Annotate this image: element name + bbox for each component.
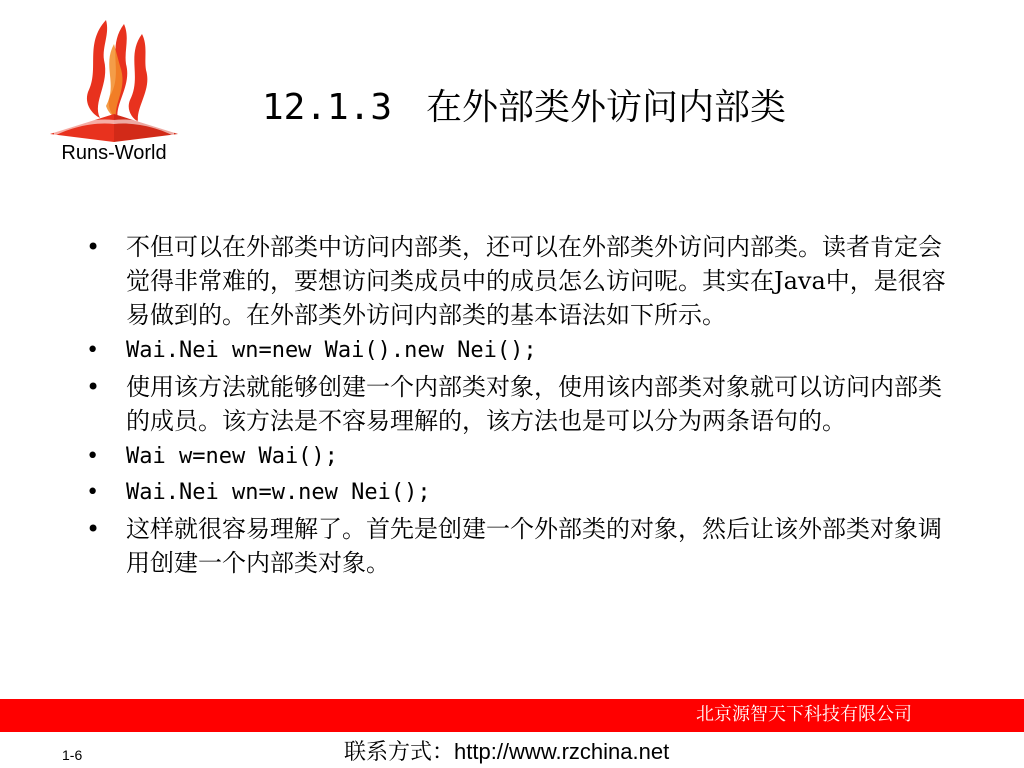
bullet-code-text: Wai w=new Wai(); xyxy=(126,444,338,469)
contact-url-link[interactable]: http://www.rzchina.net xyxy=(454,739,670,764)
bullet-item-code xyxy=(86,440,946,474)
company-name: 北京源智天下科技有限公司 xyxy=(696,704,912,725)
section-title: 在外部类外访问内部类 xyxy=(426,87,787,128)
logo xyxy=(44,14,184,170)
bullet-icon: • xyxy=(86,444,100,469)
bullet-item-code xyxy=(86,334,946,368)
bullet-item xyxy=(86,512,946,580)
logo-text: Runs-World xyxy=(61,142,167,164)
bullet-text: 不但可以在外部类中访问内部类，还可以在外部类外访问内部类。读者肯定会觉得非常难的，要想访问类成员中的成员怎么访问呢。其实在Java中，是很容易做到的。在外部类外访问内部类的基本语法如下所示。 xyxy=(126,233,946,329)
bullet-item-code xyxy=(86,476,946,510)
bullet-item xyxy=(86,370,946,438)
footer-bar xyxy=(0,699,1024,732)
bullet-text: 这样就很容易理解了。首先是创建一个外部类的对象，然后让该外部类对象调用创建一个内部类对象。 xyxy=(126,515,942,577)
bullet-icon: • xyxy=(86,515,101,543)
bullet-code-text: Wai.Nei wn=new Wai().new Nei(); xyxy=(126,338,537,363)
page-title xyxy=(262,84,786,132)
contact-label: 联系方式： xyxy=(344,740,455,765)
bullet-icon: • xyxy=(86,480,100,505)
bullet-text: 使用该方法就能够创建一个内部类对象，使用该内部类对象就可以访问内部类的成员。该方法是不容易理解的，该方法也是可以分为两条语句的。 xyxy=(126,373,942,435)
section-number: 12.1.3 xyxy=(262,87,393,128)
contact-info xyxy=(344,738,669,767)
bullet-code-text: Wai.Nei wn=w.new Nei(); xyxy=(126,480,431,505)
bullet-icon: • xyxy=(86,233,101,261)
bullet-icon: • xyxy=(86,373,101,401)
bullet-list xyxy=(86,230,946,582)
bullet-item xyxy=(86,230,946,332)
flame-book-icon xyxy=(44,14,184,144)
bullet-icon: • xyxy=(86,338,100,363)
page-number: 1-6 xyxy=(62,747,83,763)
